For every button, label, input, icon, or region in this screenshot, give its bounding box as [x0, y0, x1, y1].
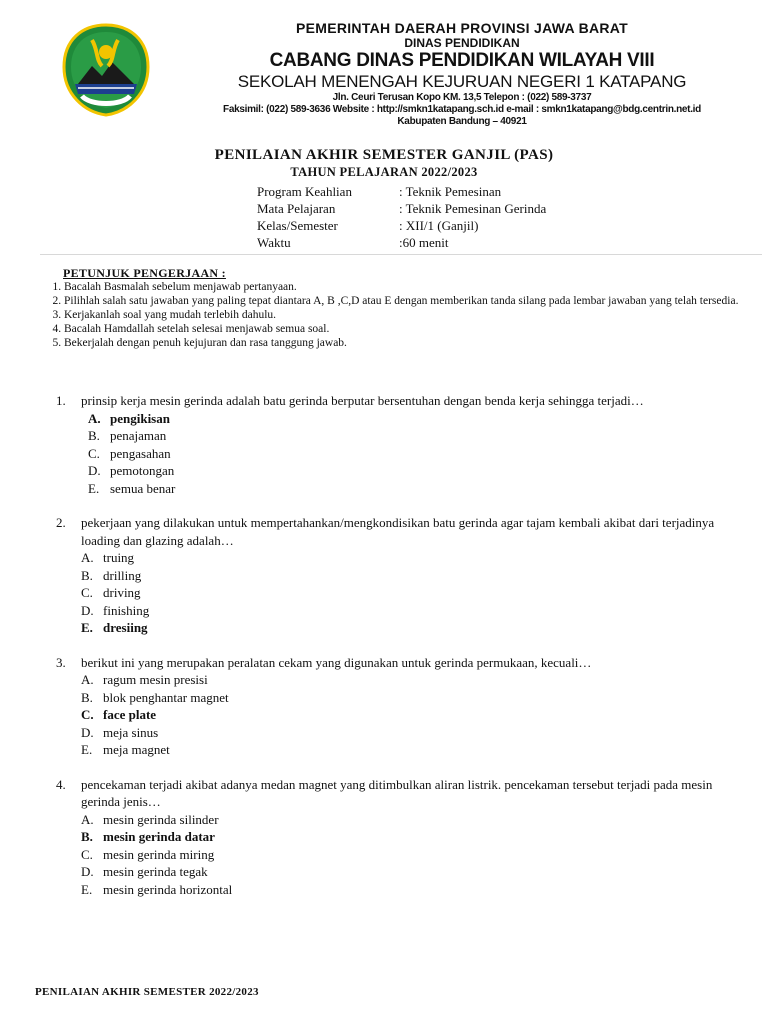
info-value: : Teknik Pemesinan Gerinda [399, 201, 547, 216]
question-list [56, 392, 746, 915]
answer-option [81, 602, 746, 620]
page-footer: PENILAIAN AKHIR SEMESTER 2022/2023 [35, 986, 259, 998]
option-text: driving [103, 585, 141, 600]
option-letter: A. [88, 410, 101, 426]
option-letter: A. [81, 550, 94, 565]
option-text: finishing [103, 602, 150, 618]
answer-option [88, 427, 746, 445]
question-number: 4. [56, 776, 66, 792]
info-value: :60 menit [399, 235, 449, 250]
option-letter: E. [88, 480, 100, 496]
answer-option [81, 689, 746, 707]
answer-option [88, 410, 746, 428]
answer-option [81, 828, 746, 846]
question-text: prinsip kerja mesin gerinda adalah batu gerinda berputar bersentuhan dengan benda kerja sehingga terjadi… [81, 393, 644, 408]
info-row [257, 234, 546, 251]
question-item [56, 654, 746, 759]
option-text: ragum mesin presisi [103, 672, 208, 687]
instructions-list [46, 280, 746, 350]
exam-year: TAHUN PELAJARAN 2022/2023 [290, 165, 478, 179]
option-text: face plate [103, 707, 157, 722]
option-text: meja sinus [103, 724, 159, 740]
option-text: dresiing [103, 620, 148, 635]
answer-option [81, 619, 746, 637]
option-letter: C. [88, 445, 100, 461]
answer-option [81, 863, 746, 881]
answer-option [88, 462, 746, 480]
question-text: pencekaman terjadi akibat adanya medan magnet yang ditimbulkan aliran listrik. pencekaman tersebut terjadi pada mesin gerinda jenis… [81, 776, 713, 809]
option-letter: B. [81, 689, 93, 705]
option-text: meja magnet [103, 742, 170, 757]
option-letter: A. [81, 811, 94, 827]
option-text: mesin gerinda tegak [103, 864, 208, 879]
instructions [46, 266, 746, 350]
option-letter: D. [81, 864, 94, 879]
info-row [257, 217, 546, 234]
option-text: semua benar [110, 480, 176, 496]
option-text: pengasahan [110, 445, 171, 461]
info-value: : XII/1 (Ganjil) [399, 218, 479, 233]
option-text: mesin gerinda datar [103, 829, 215, 844]
answer-option [81, 671, 746, 689]
answer-option [81, 881, 746, 899]
question-item [56, 776, 746, 899]
option-letter: C. [81, 846, 93, 862]
option-list [81, 671, 746, 759]
answer-option [81, 741, 746, 759]
option-letter: B. [81, 567, 93, 583]
option-letter: D. [81, 724, 94, 740]
option-letter: E. [81, 620, 93, 635]
school-region: Kabupaten Bandung – 40921 [397, 116, 527, 127]
option-text: pemotongan [110, 463, 175, 478]
divider [40, 254, 762, 255]
info-row [257, 200, 546, 217]
exam-info-table [257, 183, 546, 251]
school-name: SEKOLAH MENENGAH KEJURUAN NEGERI 1 KATAPANG [237, 72, 687, 91]
info-label: Waktu [257, 235, 291, 250]
option-letter: E. [81, 881, 93, 897]
option-letter: A. [81, 672, 94, 687]
gov-name: PEMERINTAH DAERAH PROVINSI JAWA BARAT [295, 20, 629, 36]
option-text: drilling [103, 567, 142, 583]
info-label: Program Keahlian [257, 184, 352, 199]
option-list [88, 410, 746, 498]
option-text: mesin gerinda horizontal [103, 881, 233, 897]
question-item [56, 392, 746, 497]
option-text: mesin gerinda miring [103, 846, 215, 862]
answer-option [81, 846, 746, 864]
school-address: Jln. Ceuri Terusan Kopo KM. 13,5 Telepon : (022) 589-3737 [332, 92, 592, 103]
question-text: berikut ini yang merupakan peralatan cekam yang digunakan untuk gerinda permukaan, kecuali… [81, 654, 592, 670]
info-label: Mata Pelajaran [257, 201, 336, 216]
answer-option [88, 480, 746, 498]
option-letter: C. [81, 707, 94, 722]
branch-name: CABANG DINAS PENDIDIKAN WILAYAH VIII [269, 50, 655, 71]
jawa-barat-emblem-icon [60, 22, 152, 118]
answer-option [81, 724, 746, 742]
answer-option [88, 445, 746, 463]
option-letter: B. [88, 428, 100, 443]
info-value: : Teknik Pemesinan [399, 184, 502, 199]
option-letter: C. [81, 585, 93, 600]
option-text: penajaman [110, 428, 167, 443]
instructions-title: PETUNJUK PENGERJAAN : [63, 266, 226, 280]
instruction-item: 3. Kerjakanlah soal yang mudah terlebih dahulu. [64, 308, 746, 322]
answer-option [81, 811, 746, 829]
school-contact: Faksimil: (022) 589-3636 Website : http://smkn1katapang.sch.id e-mail : smkn1katapang@bdg.centrin.net.id [223, 104, 701, 115]
option-text: blok penghantar magnet [103, 689, 229, 705]
answer-option [81, 549, 746, 567]
option-letter: B. [81, 829, 93, 844]
question-stem [56, 776, 746, 811]
exam-title: PENILAIAN AKHIR SEMESTER GANJIL (PAS) [214, 147, 554, 163]
option-list [81, 549, 746, 637]
answer-option [81, 706, 746, 724]
instruction-item: 1. Bacalah Basmalah sebelum menjawab pertanyaan. [64, 280, 746, 294]
option-letter: D. [81, 602, 94, 618]
agency-name: DINAS PENDIDIKAN [404, 36, 520, 50]
instruction-item: 4. Bacalah Hamdallah setelah selesai menjawab semua soal. [64, 322, 746, 336]
answer-option [81, 584, 746, 602]
info-label: Kelas/Semester [257, 218, 338, 233]
question-text: pekerjaan yang dilakukan untuk mempertahankan/mengkondisikan batu gerinda agar tajam kembali akibat dari terjadinya loading dan glazing adalah… [81, 515, 715, 548]
info-row [257, 183, 546, 200]
instruction-item: 2. Pilihlah salah satu jawaban yang paling tepat diantara A, B ,C,D atau E dengan memberikan tanda silang pada lembar jawaban yang telah tersedia. [64, 294, 746, 308]
question-stem [56, 392, 746, 410]
instruction-item: 5. Bekerjalah dengan penuh kejujuran dan rasa tanggung jawab. [64, 336, 746, 350]
option-text: mesin gerinda silinder [103, 811, 219, 827]
question-number: 3. [56, 654, 66, 670]
option-text: truing [103, 550, 135, 565]
option-letter: D. [88, 463, 101, 478]
answer-option [81, 567, 746, 585]
option-list [81, 811, 746, 899]
question-stem [56, 654, 746, 672]
question-stem [56, 514, 746, 549]
letterhead [0, 0, 768, 130]
question-item [56, 514, 746, 637]
exam-title-block [0, 146, 768, 180]
question-number: 2. [56, 515, 66, 530]
option-text: pengikisan [110, 410, 170, 426]
option-letter: E. [81, 742, 93, 757]
question-number: 1. [56, 393, 66, 408]
